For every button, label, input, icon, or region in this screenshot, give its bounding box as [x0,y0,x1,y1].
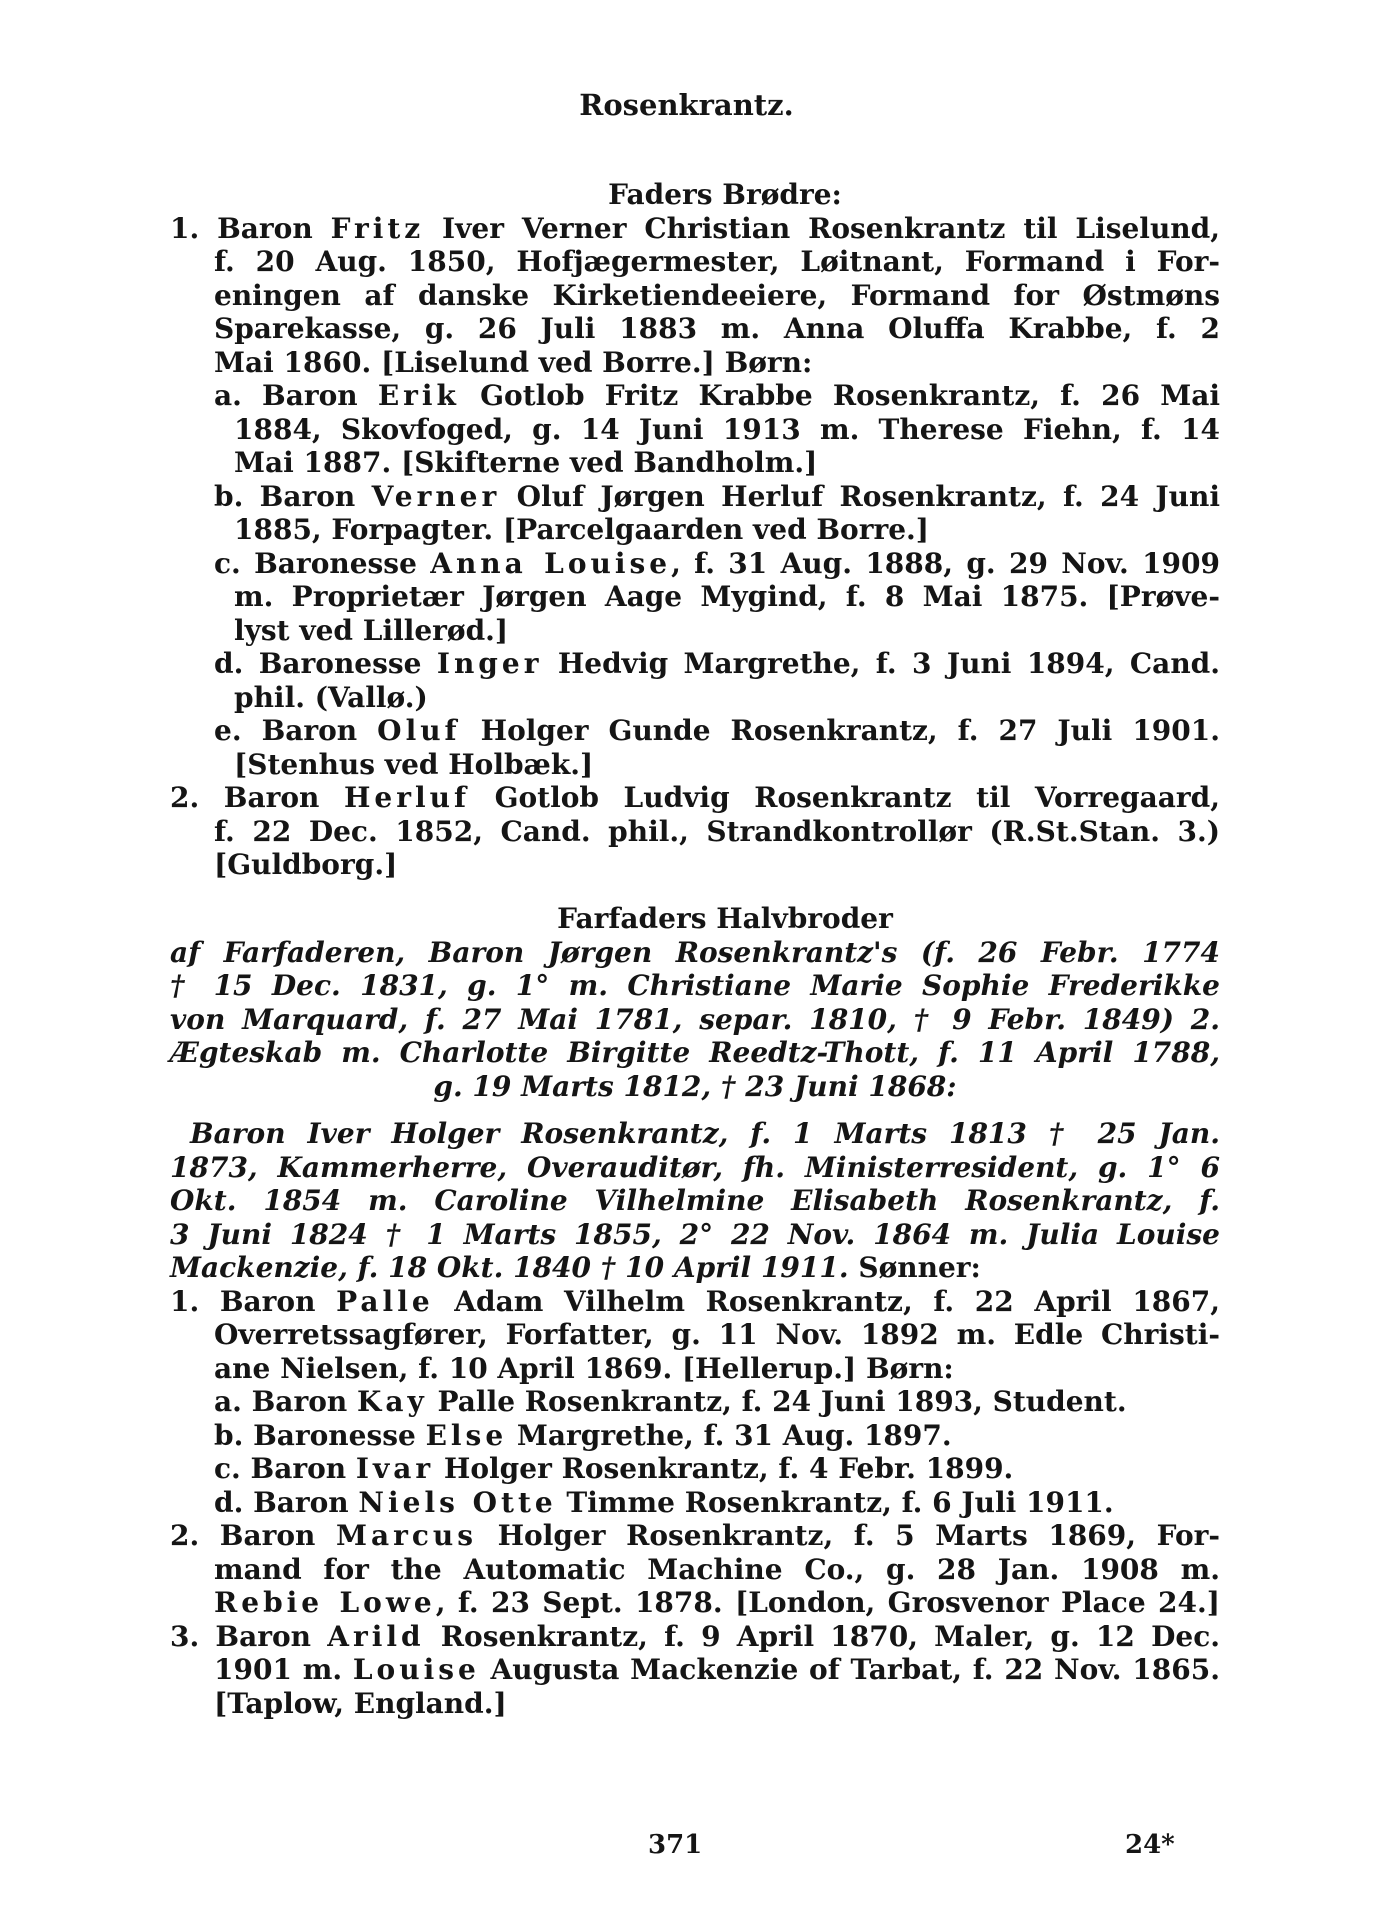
text-line: 1901 m. Louise Augusta Mackenzie of Tarbat, f. 22 Nov. 1865. [214,1653,1220,1686]
text-line: Okt. 1854 m. Caroline Vilhelmine Elisabeth Rosenkrantz, f. [170,1184,1220,1217]
text-line: [Stenhus ved Holbæk.] [234,747,594,781]
text-line: Baron Iver Holger Rosenkrantz, f. 1 Marts 1813 † 25 Jan. [190,1117,1220,1150]
text-line: Mackenzie, f. 18 Okt. 1840 † 10 April 1911. Sønner: [170,1251,981,1284]
text-line: m. Proprietær Jørgen Aage Mygind, f. 8 Mai 1875. [Prøve- [234,580,1220,613]
section-heading: Faders Brødre: [608,178,842,211]
text-line: Rebie Lowe, f. 23 Sept. 1878. [London, Grosvenor Place 24.] [214,1586,1220,1619]
text-line: af Farfaderen, Baron Jørgen Rosenkrantz's (f. 26 Febr. 1774 [170,935,1220,969]
text-line: von Marquard, f. 27 Mai 1781, separ. 1810, † 9 Febr. 1849) 2. [170,1002,1220,1036]
text-line: Mai 1887. [Skifterne ved Bandholm.] [234,446,818,479]
section-heading: Farfaders Halvbroder [557,902,893,935]
section-farfaders-halvbroder [170,902,1220,1720]
text-line: 3. Baron Arild Rosenkrantz, f. 9 April 1870, Maler, g. 12 Dec. [170,1619,1220,1653]
text-line: b. Baronesse Else Margrethe, f. 31 Aug. 1897. [214,1418,952,1452]
text-line: f. 22 Dec. 1852, Cand. phil., Strandkontrollør (R.St.Stan. 3.) [214,814,1220,848]
text-line: 1884, Skovfoged, g. 14 Juni 1913 m. Therese Fiehn, f. 14 [234,412,1220,446]
text-line: Mai 1860. [Liselund ved Borre.] Børn: [214,345,813,379]
text-line: g. 19 Marts 1812, † 23 Juni 1868: [433,1069,957,1103]
text-line: [Guldborg.] [214,848,398,881]
text-line: e. Baron Oluf Holger Gunde Rosenkrantz, f. 27 Juli 1901. [214,714,1220,747]
section-faders-brodre [170,178,1220,882]
text-line: d. Baronesse Inger Hedvig Margrethe, f. 3 Juni 1894, Cand. [214,647,1220,680]
text-line: f. 20 Aug. 1850, Hofjægermester, Løitnant, Formand i For- [214,245,1220,278]
text-line: 1. Baron Palle Adam Vilhelm Rosenkrantz, f. 22 April 1867, [170,1284,1220,1318]
text-line: a. Baron Erik Gotlob Fritz Krabbe Rosenkrantz, f. 26 Mai [214,379,1221,412]
text-line: lyst ved Lillerød.] [234,613,509,647]
text-line: a. Baron Kay Palle Rosenkrantz, f. 24 Juni 1893, Student. [214,1385,1127,1418]
text-line: mand for the Automatic Machine Co., g. 28 Jan. 1908 m. [214,1552,1220,1586]
signature-mark: 24* [1125,1830,1175,1860]
page-number: 371 [648,1830,703,1860]
text-line: c. Baronesse Anna Louise, f. 31 Aug. 1888, g. 29 Nov. 1909 [214,546,1221,580]
text-line: Overretssagfører, Forfatter, g. 11 Nov. 1892 m. Edle Christi- [214,1318,1220,1351]
text-line: † 15 Dec. 1831, g. 1° m. Christiane Marie Sophie Frederikke [170,969,1220,1002]
text-line: c. Baron Ivar Holger Rosenkrantz, f. 4 Febr. 1899. [214,1452,1014,1485]
running-header: Rosenkrantz. [579,88,794,122]
text-line: Sparekasse, g. 26 Juli 1883 m. Anna Oluffa Krabbe, f. 2 [214,312,1220,345]
text-line: [Taplow, England.] [214,1686,507,1720]
text-line: 1873, Kammerherre, Overauditør, fh. Ministerresident, g. 1° 6 [170,1150,1220,1184]
text-line: ane Nielsen, f. 10 April 1869. [Hellerup.] Børn: [214,1351,954,1385]
text-line: 3 Juni 1824 † 1 Marts 1855, 2° 22 Nov. 1864 m. Julia Louise [170,1217,1220,1251]
text-line: 2. Baron Marcus Holger Rosenkrantz, f. 5 Marts 1869, For- [170,1519,1220,1552]
text-line: phil. (Vallø.) [234,680,428,714]
text-line: eningen af danske Kirketiendeeiere, Formand for Østmøns [214,278,1220,312]
text-line: d. Baron Niels Otte Timme Rosenkrantz, f. 6 Juli 1911. [214,1485,1114,1519]
text-line: Ægteskab m. Charlotte Birgitte Reedtz-Thott, f. 11 April 1788, [170,1036,1220,1069]
text-line: 1. Baron Fritz Iver Verner Christian Rosenkrantz til Liselund, [170,211,1220,245]
text-line: b. Baron Verner Oluf Jørgen Herluf Rosenkrantz, f. 24 Juni [214,479,1220,513]
text-line: 1885, Forpagter. [Parcelgaarden ved Borre.] [234,513,930,546]
text-line: 2. Baron Herluf Gotlob Ludvig Rosenkrantz til Vorregaard, [170,781,1220,814]
